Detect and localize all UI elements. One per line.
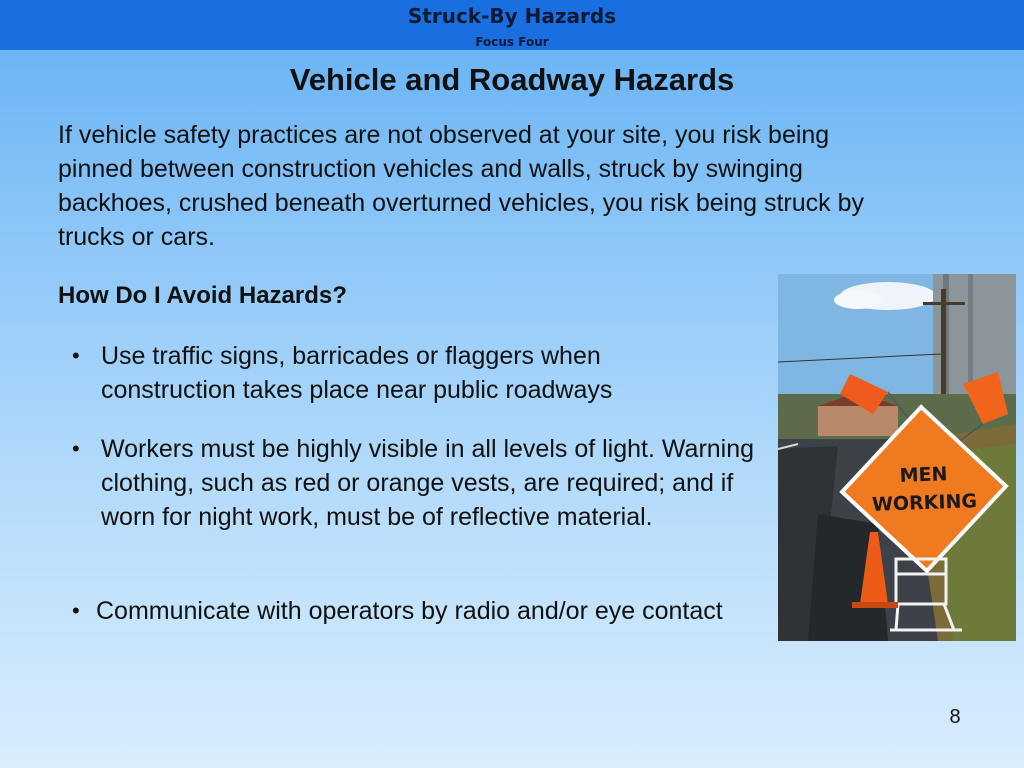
page-number: 8: [949, 706, 961, 728]
bullet-item: [72, 339, 741, 407]
sign-text-line2: WORKING: [871, 490, 978, 516]
slide-title: Vehicle and Roadway Hazards: [289, 62, 735, 97]
bullet-icon: •: [72, 436, 80, 461]
bullet-item: [72, 594, 756, 628]
header-title: Struck-By Hazards: [407, 4, 617, 28]
bullet-text: Communicate with operators by radio and/or eye contact: [96, 597, 723, 625]
men-working-photo: [778, 274, 1016, 641]
header-subtitle: Focus Four: [475, 35, 549, 49]
bullet-item: [72, 432, 761, 534]
header-bar: [0, 0, 1024, 50]
intro-paragraph: If vehicle safety practices are not observed at your site, you risk being pinned between construction vehicles and walls, struck by swinging backhoes, crushed beneath overturned vehicles, you risk being struck by trucks or cars.: [58, 121, 865, 251]
bullet-icon: •: [72, 598, 80, 623]
avoid-hazards-heading: How Do I Avoid Hazards?: [58, 282, 347, 309]
sign-text-line1: MEN: [899, 463, 948, 487]
bullet-text: Workers must be highly visible in all levels of light. Warning clothing, such as red or orange vests, are required; and if worn for night work, must be of reflective material.: [101, 435, 755, 531]
bullet-icon: •: [72, 343, 80, 368]
bullet-text: Use traffic signs, barricades or flaggers when construction takes place near public roadways: [101, 342, 613, 404]
